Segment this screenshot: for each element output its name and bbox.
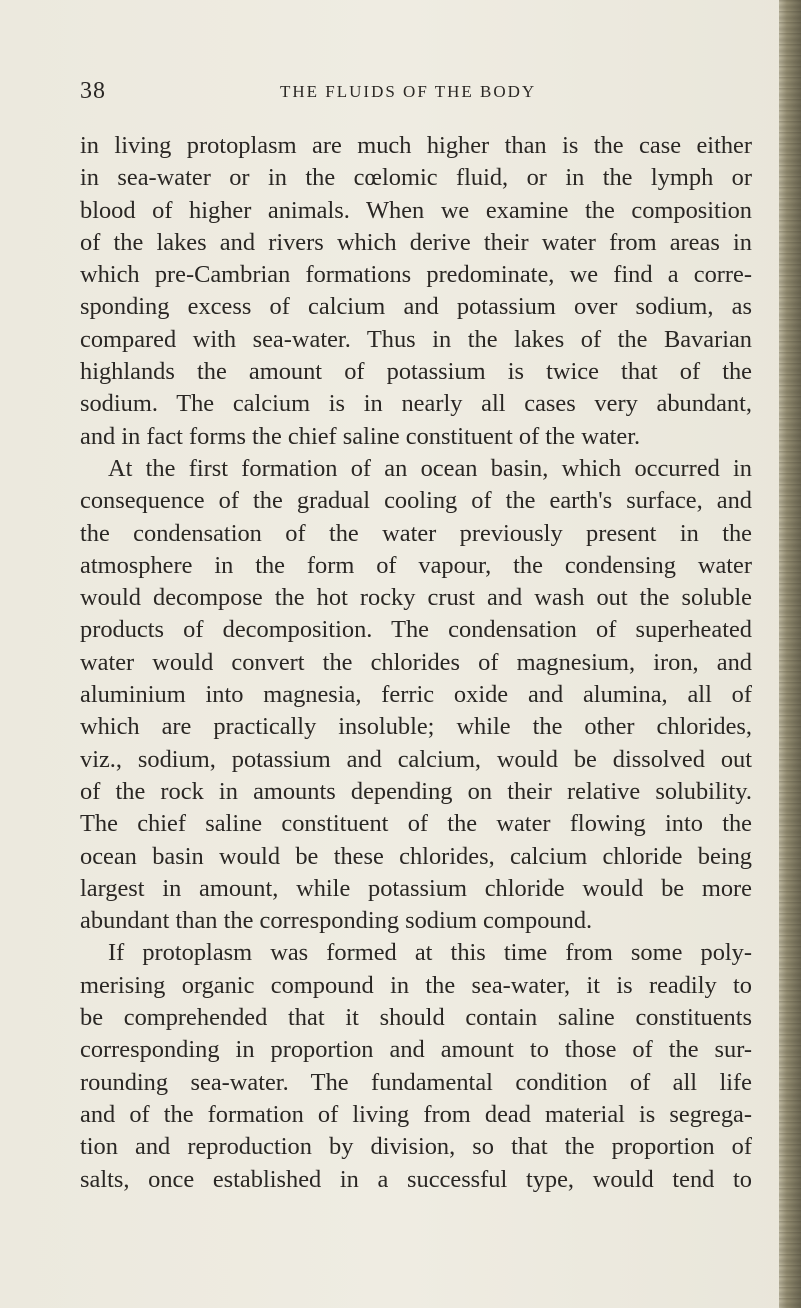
text-line: rounding sea-water. The fundamental condition of all life: [80, 1068, 752, 1096]
page-number: 38: [80, 78, 106, 104]
text-line: If protoplasm was formed at this time from some poly-: [108, 939, 752, 967]
text-line: which pre-Cambrian formations predominate, we find a corre-: [80, 261, 752, 289]
text-line: of the lakes and rivers which derive their water from areas in: [80, 228, 752, 256]
text-line: the condensation of the water previously present in the: [80, 519, 752, 547]
text-line: salts, once established in a successful type, would tend to: [80, 1165, 752, 1193]
page-header: [80, 78, 745, 108]
text-line: sodium. The calcium is in nearly all cases very abundant,: [80, 390, 752, 418]
text-line: blood of higher animals. When we examine the composition: [80, 196, 752, 224]
text-line: and of the formation of living from dead material is segrega-: [80, 1100, 752, 1128]
text-line: atmosphere in the form of vapour, the condensing water: [80, 551, 752, 579]
text-line: in sea-water or in the cœlomic fluid, or in the lymph or: [80, 164, 752, 192]
text-line: of the rock in amounts depending on their relative solubility.: [80, 777, 752, 805]
text-line: and in fact forms the chief saline constituent of the water.: [80, 422, 641, 450]
text-line: The chief saline constituent of the water flowing into the: [80, 810, 752, 838]
text-line: sponding excess of calcium and potassium over sodium, as: [80, 293, 752, 321]
text-line: At the first formation of an ocean basin, which occurred in: [108, 454, 752, 482]
text-line: be comprehended that it should contain saline constituents: [80, 1004, 752, 1032]
text-line: would decompose the hot rocky crust and wash out the soluble: [80, 584, 752, 612]
text-line: in living protoplasm are much higher than is the case either: [80, 132, 752, 159]
text-line: tion and reproduction by division, so that the proportion of: [80, 1133, 752, 1161]
running-head: THE FLUIDS OF THE BODY: [280, 82, 537, 101]
body-text: [80, 130, 752, 1196]
page-binding-edge: [779, 0, 801, 1308]
text-line: viz., sodium, potassium and calcium, would be dissolved out: [80, 745, 752, 773]
text-line: corresponding in proportion and amount to those of the sur-: [80, 1036, 752, 1064]
text-line: products of decomposition. The condensation of superheated: [80, 616, 752, 644]
text-line: highlands the amount of potassium is twice that of the: [80, 358, 752, 386]
text-line: consequence of the gradual cooling of the earth's surface, and: [80, 487, 752, 515]
text-line: water would convert the chlorides of magnesium, iron, and: [80, 648, 752, 676]
text-line: abundant than the corresponding sodium compound.: [80, 907, 593, 935]
text-line: which are practically insoluble; while the other chlorides,: [80, 713, 752, 741]
text-line: aluminium into magnesia, ferric oxide and alumina, all of: [80, 681, 752, 709]
text-line: largest in amount, while potassium chloride would be more: [80, 874, 752, 902]
text-line: merising organic compound in the sea-water, it is readily to: [80, 971, 752, 999]
text-line: compared with sea-water. Thus in the lakes of the Bavarian: [80, 325, 752, 353]
text-line: ocean basin would be these chlorides, calcium chloride being: [80, 842, 752, 870]
